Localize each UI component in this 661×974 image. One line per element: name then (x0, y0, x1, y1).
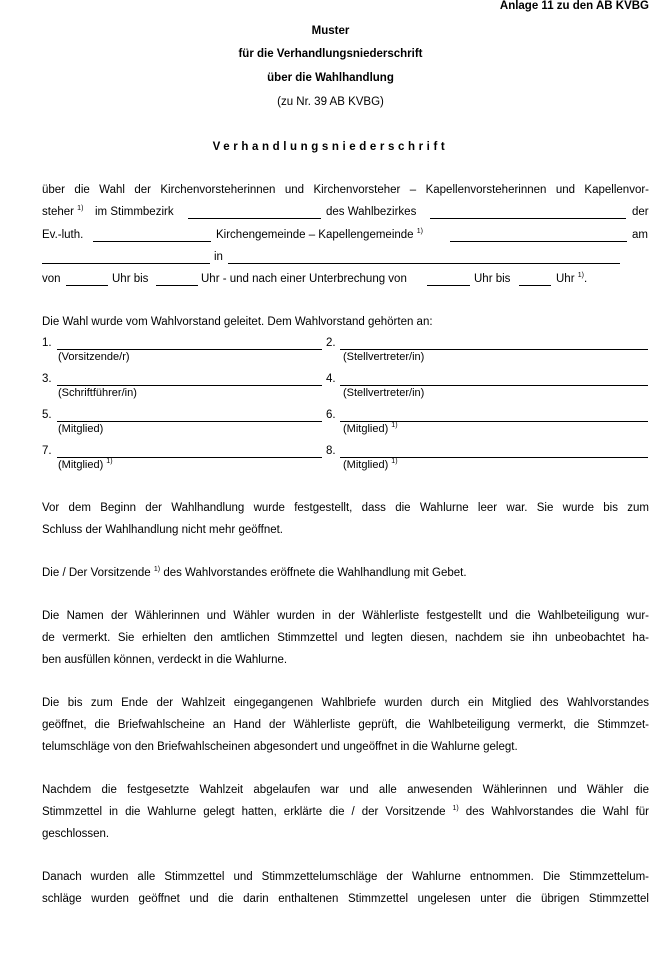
paragraph-urn-check-line-1: Vor dem Beginn der Wahlhandlung wurde festgestellt, dass die Wahlurne leer war. Sie wurde bis zum (42, 502, 649, 514)
member-number: 7. (42, 445, 52, 457)
intro-wahlbezirk-label: des Wahlbezirkes (326, 206, 417, 218)
member-number: 4. (326, 373, 336, 385)
member-number: 3. (42, 373, 52, 385)
intro-der: der (632, 206, 649, 218)
member-name-field[interactable] (340, 385, 648, 386)
member-number: 5. (42, 409, 52, 421)
paragraph-counting-line-2: schläge wurden geöffnet und die darin enthaltenen Stimmzettel ungelesen unter die übrigen Stimmzettel (42, 893, 649, 905)
member-name-field[interactable] (57, 421, 322, 422)
intro-uhr-bis-1: Uhr bis (112, 273, 149, 285)
intro-von: von (42, 273, 61, 285)
time-end-2-field[interactable] (519, 285, 551, 286)
member-name-field[interactable] (57, 457, 322, 458)
paragraph-closing-line-1: Nachdem die festgesetzte Wahlzeit abgelaufen war und alle anwesenden Wählerinnen und Wähler die (42, 784, 649, 796)
intro-stimmbezirk-label: im Stimmbezirk (95, 206, 174, 218)
intro-uhr-bis-2: Uhr bis (474, 273, 511, 285)
time-end-1-field[interactable] (156, 285, 198, 286)
paragraph-counting-line-1: Danach wurden alle Stimmzettel und Stimmzettelumschläge der Wahlurne entnommen. Die Stimmzettelum- (42, 871, 649, 883)
title-line-2: für die Verhandlungsniederschrift (238, 48, 423, 60)
member-role: (Mitglied) $^{1)}$ (58, 458, 113, 471)
paragraph-closing-line-2: Stimmzettel in die Wahlurne gelegt hatten, erklärte die / der Vorsitzende $^{1)}$ des Wahlvorstandes die Wahl für (42, 805, 649, 818)
paragraph-opening: Die / Der Vorsitzende $^{1)}$ des Wahlvorstandes eröffnete die Wahlhandlung mit Gebet. (42, 566, 467, 579)
member-number: 8. (326, 445, 336, 457)
paragraph-closing-line-3: geschlossen. (42, 828, 110, 840)
place-field[interactable] (228, 263, 620, 264)
paragraph-voters-line-2: de vermerkt. Sie erhielten den amtlichen Stimmzettel und legten diesen, nachdem sie ihn unbeobachtet ha- (42, 632, 649, 644)
paragraph-postal-line-2: geöffnet, die Briefwahlscheine an Hand der Wählerliste geprüft, die Wahlbeteiligung vermerkt, die Stimmzet- (42, 719, 649, 731)
annex-label: Anlage 11 zu den AB KVBG (499, 0, 649, 12)
document-heading: Verhandlungsniederschrift (212, 141, 449, 153)
time-start-field[interactable] (66, 285, 108, 286)
intro-steher: steher $^{1)}$ (42, 205, 84, 218)
member-name-field[interactable] (340, 421, 648, 422)
intro-am: am (632, 229, 648, 241)
member-role: (Stellvertreter/in) (343, 351, 425, 363)
title-line-1: Muster (311, 25, 350, 37)
member-role: (Mitglied) $^{1)}$ (343, 422, 398, 435)
date-field[interactable] (42, 263, 210, 264)
subtitle: (zu Nr. 39 AB KVBG) (277, 96, 384, 108)
intro-in: in (214, 251, 223, 263)
paragraph-postal-line-1: Die bis zum Ende der Wahlzeit eingegangenen Wahlbriefe wurden durch ein Mitglied des Wahlvorstandes (42, 697, 649, 709)
intro-line-1: über die Wahl der Kirchenvorsteherinnen und Kirchenvorsteher – Kapellenvorsteherinnen und Kapellenvor- (42, 184, 649, 196)
member-name-field[interactable] (340, 349, 648, 350)
kapellengemeinde-field[interactable] (450, 241, 627, 242)
intro-kirchengemeinde-label: Kirchengemeinde – Kapellengemeinde $^{1)}$ (216, 228, 423, 241)
member-role: (Mitglied) (58, 423, 104, 435)
member-role: (Stellvertreter/in) (343, 387, 425, 399)
time-resume-field[interactable] (427, 285, 470, 286)
kirchengemeinde-name-field[interactable] (93, 241, 211, 242)
board-intro: Die Wahl wurde vom Wahlvorstand geleitet. Dem Wahlvorstand gehörten an: (42, 316, 433, 328)
paragraph-voters-line-1: Die Namen der Wählerinnen und Wähler wurden in der Wählerliste festgestellt und die Wahlbeteiligung wur- (42, 610, 649, 622)
paragraph-voters-line-3: ben ausfüllen können, verdeckt in die Wahlurne. (42, 654, 288, 666)
member-number: 6. (326, 409, 336, 421)
intro-uhr-end: Uhr $^{1)}$. (556, 272, 588, 285)
member-role: (Vorsitzende/r) (58, 351, 130, 363)
member-role: (Schriftführer/in) (58, 387, 137, 399)
intro-evluth: Ev.-luth. (42, 229, 84, 241)
wahlbezirk-field[interactable] (430, 218, 626, 219)
title-line-3: über die Wahlhandlung (267, 72, 394, 84)
paragraph-postal-line-3: telumschläge von den Briefwahlscheinen abgesondert und ungeöffnet in die Wahlurne gelegt. (42, 741, 518, 753)
stimmbezirk-field[interactable] (188, 218, 321, 219)
member-name-field[interactable] (340, 457, 648, 458)
member-role: (Mitglied) $^{1)}$ (343, 458, 398, 471)
member-number: 2. (326, 337, 336, 349)
member-name-field[interactable] (57, 385, 322, 386)
member-name-field[interactable] (57, 349, 322, 350)
paragraph-urn-check-line-2: Schluss der Wahlhandlung nicht mehr geöffnet. (42, 524, 284, 536)
member-number: 1. (42, 337, 52, 349)
intro-unterbrechung: Uhr - und nach einer Unterbrechung von (201, 273, 407, 285)
